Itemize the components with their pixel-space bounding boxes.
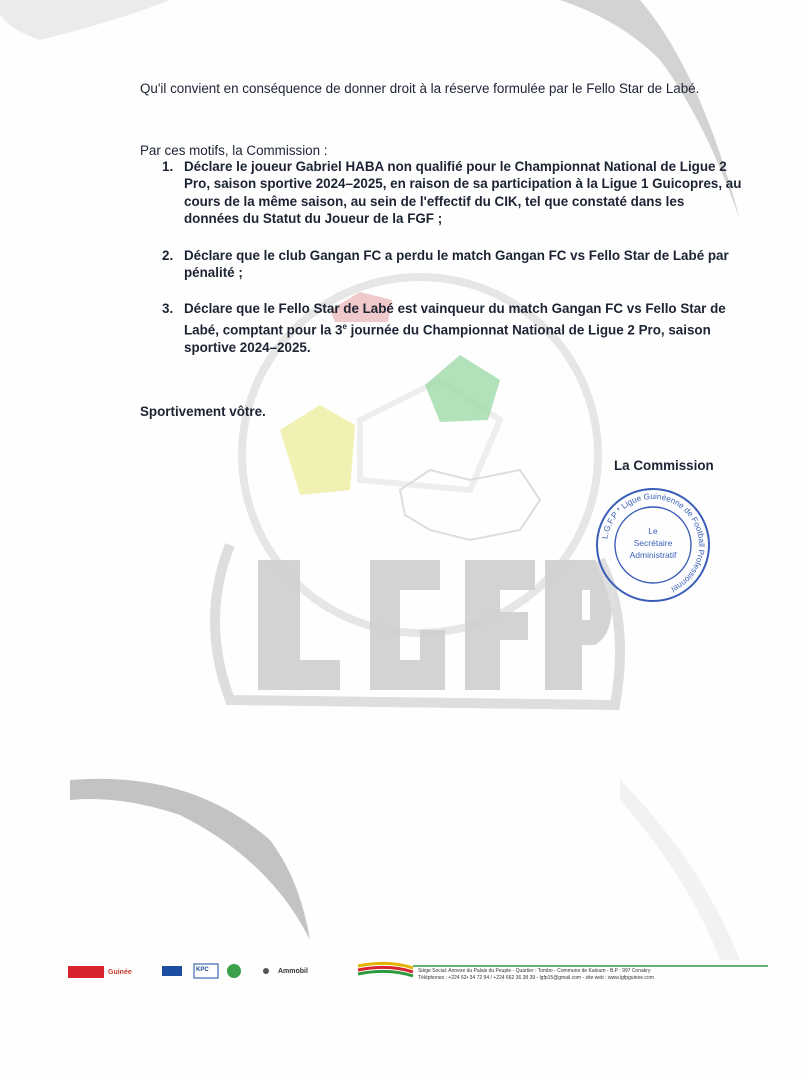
decision-text-end: journée du Championnat National de Ligue 2 Pro, saison sportive 2024–2025.: [184, 322, 711, 355]
footer-address-line-1: Siège Social: Annexe du Palais du Peuple - Quartier : Tombo - Commune de Kaloum - B.P : 997 Conakry: [418, 968, 651, 974]
footer-address-line-2: Téléphones : +224 62• 34 72 94 / +224 662 36 38 39 - lgfp15@gmail.com - site web : www.lgfpguinee.com: [418, 975, 654, 981]
paragraph-reserve: Qu'il convient en conséquence de donner droit à la réserve formulée par le Fello Star de Labé.: [140, 81, 700, 96]
yellow-pentagon: [280, 405, 355, 495]
stamp-line-3: Administratif: [629, 550, 677, 560]
decision-number: 3.: [162, 301, 174, 317]
decision-item: [162, 158, 742, 228]
stamp-line-2: Secrétaire: [633, 538, 673, 548]
decision-text: Déclare que le club Gangan FC a perdu le match Gangan FC vs Fello Star de Labé par pénalité ;: [184, 247, 729, 281]
sponsor-kpc: KPC: [196, 967, 209, 973]
signatory: La Commission: [614, 458, 714, 473]
closing-greeting: Sportivement vôtre.: [140, 404, 266, 419]
decision-number: 2.: [162, 247, 174, 263]
ordinal-superscript: e: [342, 321, 347, 331]
decisions-list: [162, 158, 742, 375]
paragraph-motifs: Par ces motifs, la Commission :: [140, 143, 328, 158]
stamp-ring-text: L.G.F.P * Ligue Guinéenne de Football Professionnel: [600, 491, 707, 594]
bottom-right-swoosh: [620, 780, 740, 960]
footer-red-block: [68, 966, 104, 978]
footer-blue-logo: [162, 966, 182, 976]
guinea-map-outline: [400, 470, 540, 540]
official-stamp: [594, 486, 712, 604]
sponsor-guinee: Guinée: [108, 969, 132, 976]
top-left-swoosh: [0, 0, 170, 40]
footer-green-stripe: [358, 971, 413, 976]
footer-green-logo: [227, 964, 241, 978]
decision-text: Déclare le joueur Gabriel HABA non qualifié pour le Championnat National de Ligue 2 Pro, saison sportive 2024–2025, en raison de sa participation à la Ligue 1 Guicopres, au cours de la même saison, au sein de l'effectif du CIK, tel que constaté dans les données du Statut du Joueur de la FGF ;: [184, 159, 742, 227]
footer-address: [418, 968, 778, 982]
decision-item: [162, 300, 742, 356]
footer-ammobil-mark: [263, 968, 269, 974]
sponsor-ammobil: Ammobil: [278, 968, 308, 975]
decision-number: 1.: [162, 159, 174, 174]
bottom-swoosh: [70, 779, 310, 940]
decision-text-start: Déclare que le Fello Star de Labé est vainqueur du match Gangan FC vs Fello Star de Labé, comptant pour la 3: [184, 301, 726, 338]
decision-item: [162, 247, 742, 282]
lgfp-letters: [258, 560, 612, 690]
stamp-line-1: Le: [648, 526, 658, 536]
